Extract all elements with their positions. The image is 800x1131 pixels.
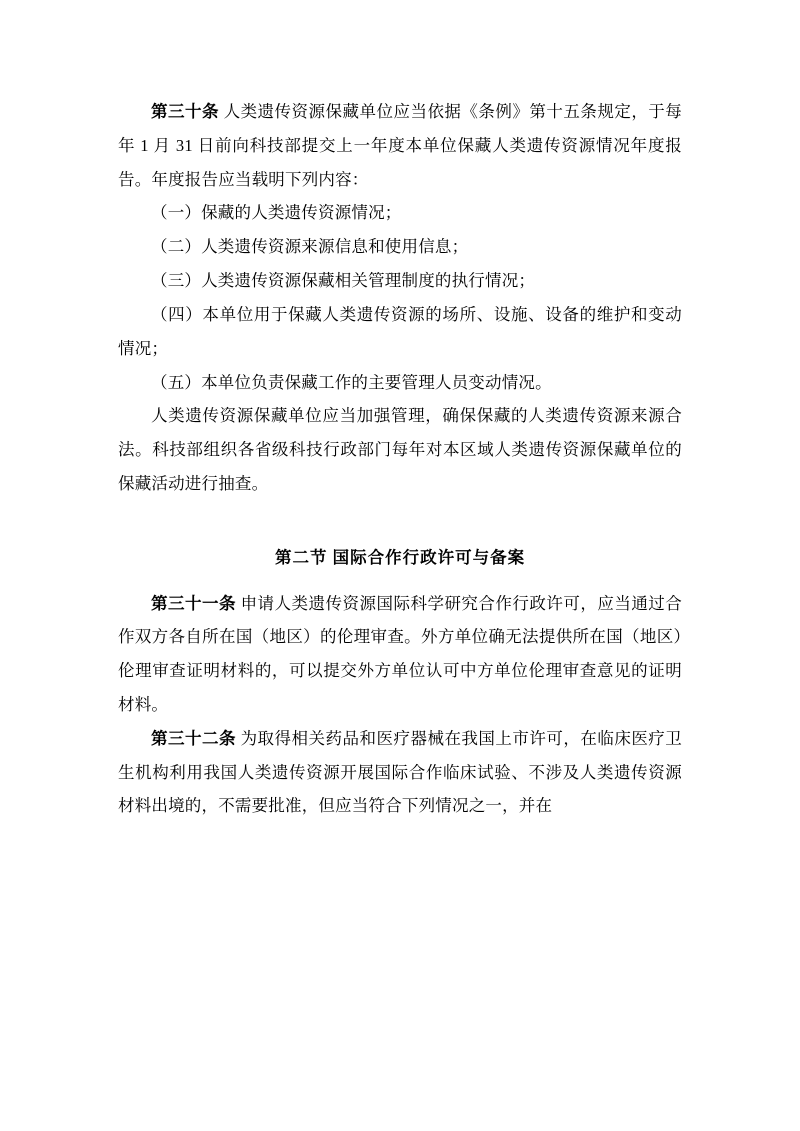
list-item-4: [118, 298, 682, 366]
list-item-1-text: （一）保藏的人类遗传资源情况；: [151, 203, 402, 223]
list-item-5: [118, 366, 682, 400]
list-item-2-text: （二）人类遗传资源来源信息和使用信息；: [151, 237, 469, 257]
paragraph-text-article-31: 申请人类遗传资源国际科学研究合作行政许可，应当通过合作双方各自所在国（地区）的伦理审查。外方单位确无法提供所在国（地区）伦理审查证明材料的，可以提交外方单位认可中方单位伦理审查意见的证明材料。: [118, 593, 683, 714]
article-number-30: 第三十条: [151, 102, 219, 121]
document-body: [118, 95, 682, 823]
article-number-31: 第三十一条: [151, 593, 236, 613]
paragraph-article-30: [118, 95, 682, 196]
paragraph-spacer: [118, 501, 682, 507]
paragraph-article-31: [118, 587, 682, 722]
article-number-32: 第三十二条: [151, 728, 236, 748]
paragraph-text-article-30-tail: 人类遗传资源保藏单位应当加强管理，确保保藏的人类遗传资源来源合法。科技部组织各省级科技行政部门每年对本区域人类遗传资源保藏单位的保藏活动进行抽查。: [118, 406, 682, 493]
list-item-3-text: （三）人类遗传资源保藏相关管理制度的执行情况；: [151, 271, 536, 291]
paragraph-text-article-32: 为取得相关药品和医疗器械在我国上市许可，在临床医疗卫生机构利用我国人类遗传资源开展国际合作临床试验、不涉及人类遗传资源材料出境的，不需要批准，但应当符合下列情况之一，并在: [118, 728, 683, 816]
paragraph-article-32: [118, 722, 682, 823]
list-item-1: [118, 196, 682, 230]
list-item-2: [118, 230, 682, 264]
paragraph-article-30-tail: [118, 399, 682, 500]
list-item-4-text: （四）本单位用于保藏人类遗传资源的场所、设施、设备的维护和变动情况；: [118, 304, 682, 358]
list-item-5-text: （五）本单位负责保藏工作的主要管理人员变动情况。: [151, 372, 552, 392]
paragraph-text-article-30: 人类遗传资源保藏单位应当依据《条例》第十五条规定，于每年 1 月 31 日前向科技部提交上一年度本单位保藏人类遗传资源情况年度报告。年度报告应当载明下列内容：: [118, 102, 682, 189]
list-item-3: [118, 264, 682, 298]
section-heading-2: 第二节 国际合作行政许可与备案: [274, 547, 526, 567]
